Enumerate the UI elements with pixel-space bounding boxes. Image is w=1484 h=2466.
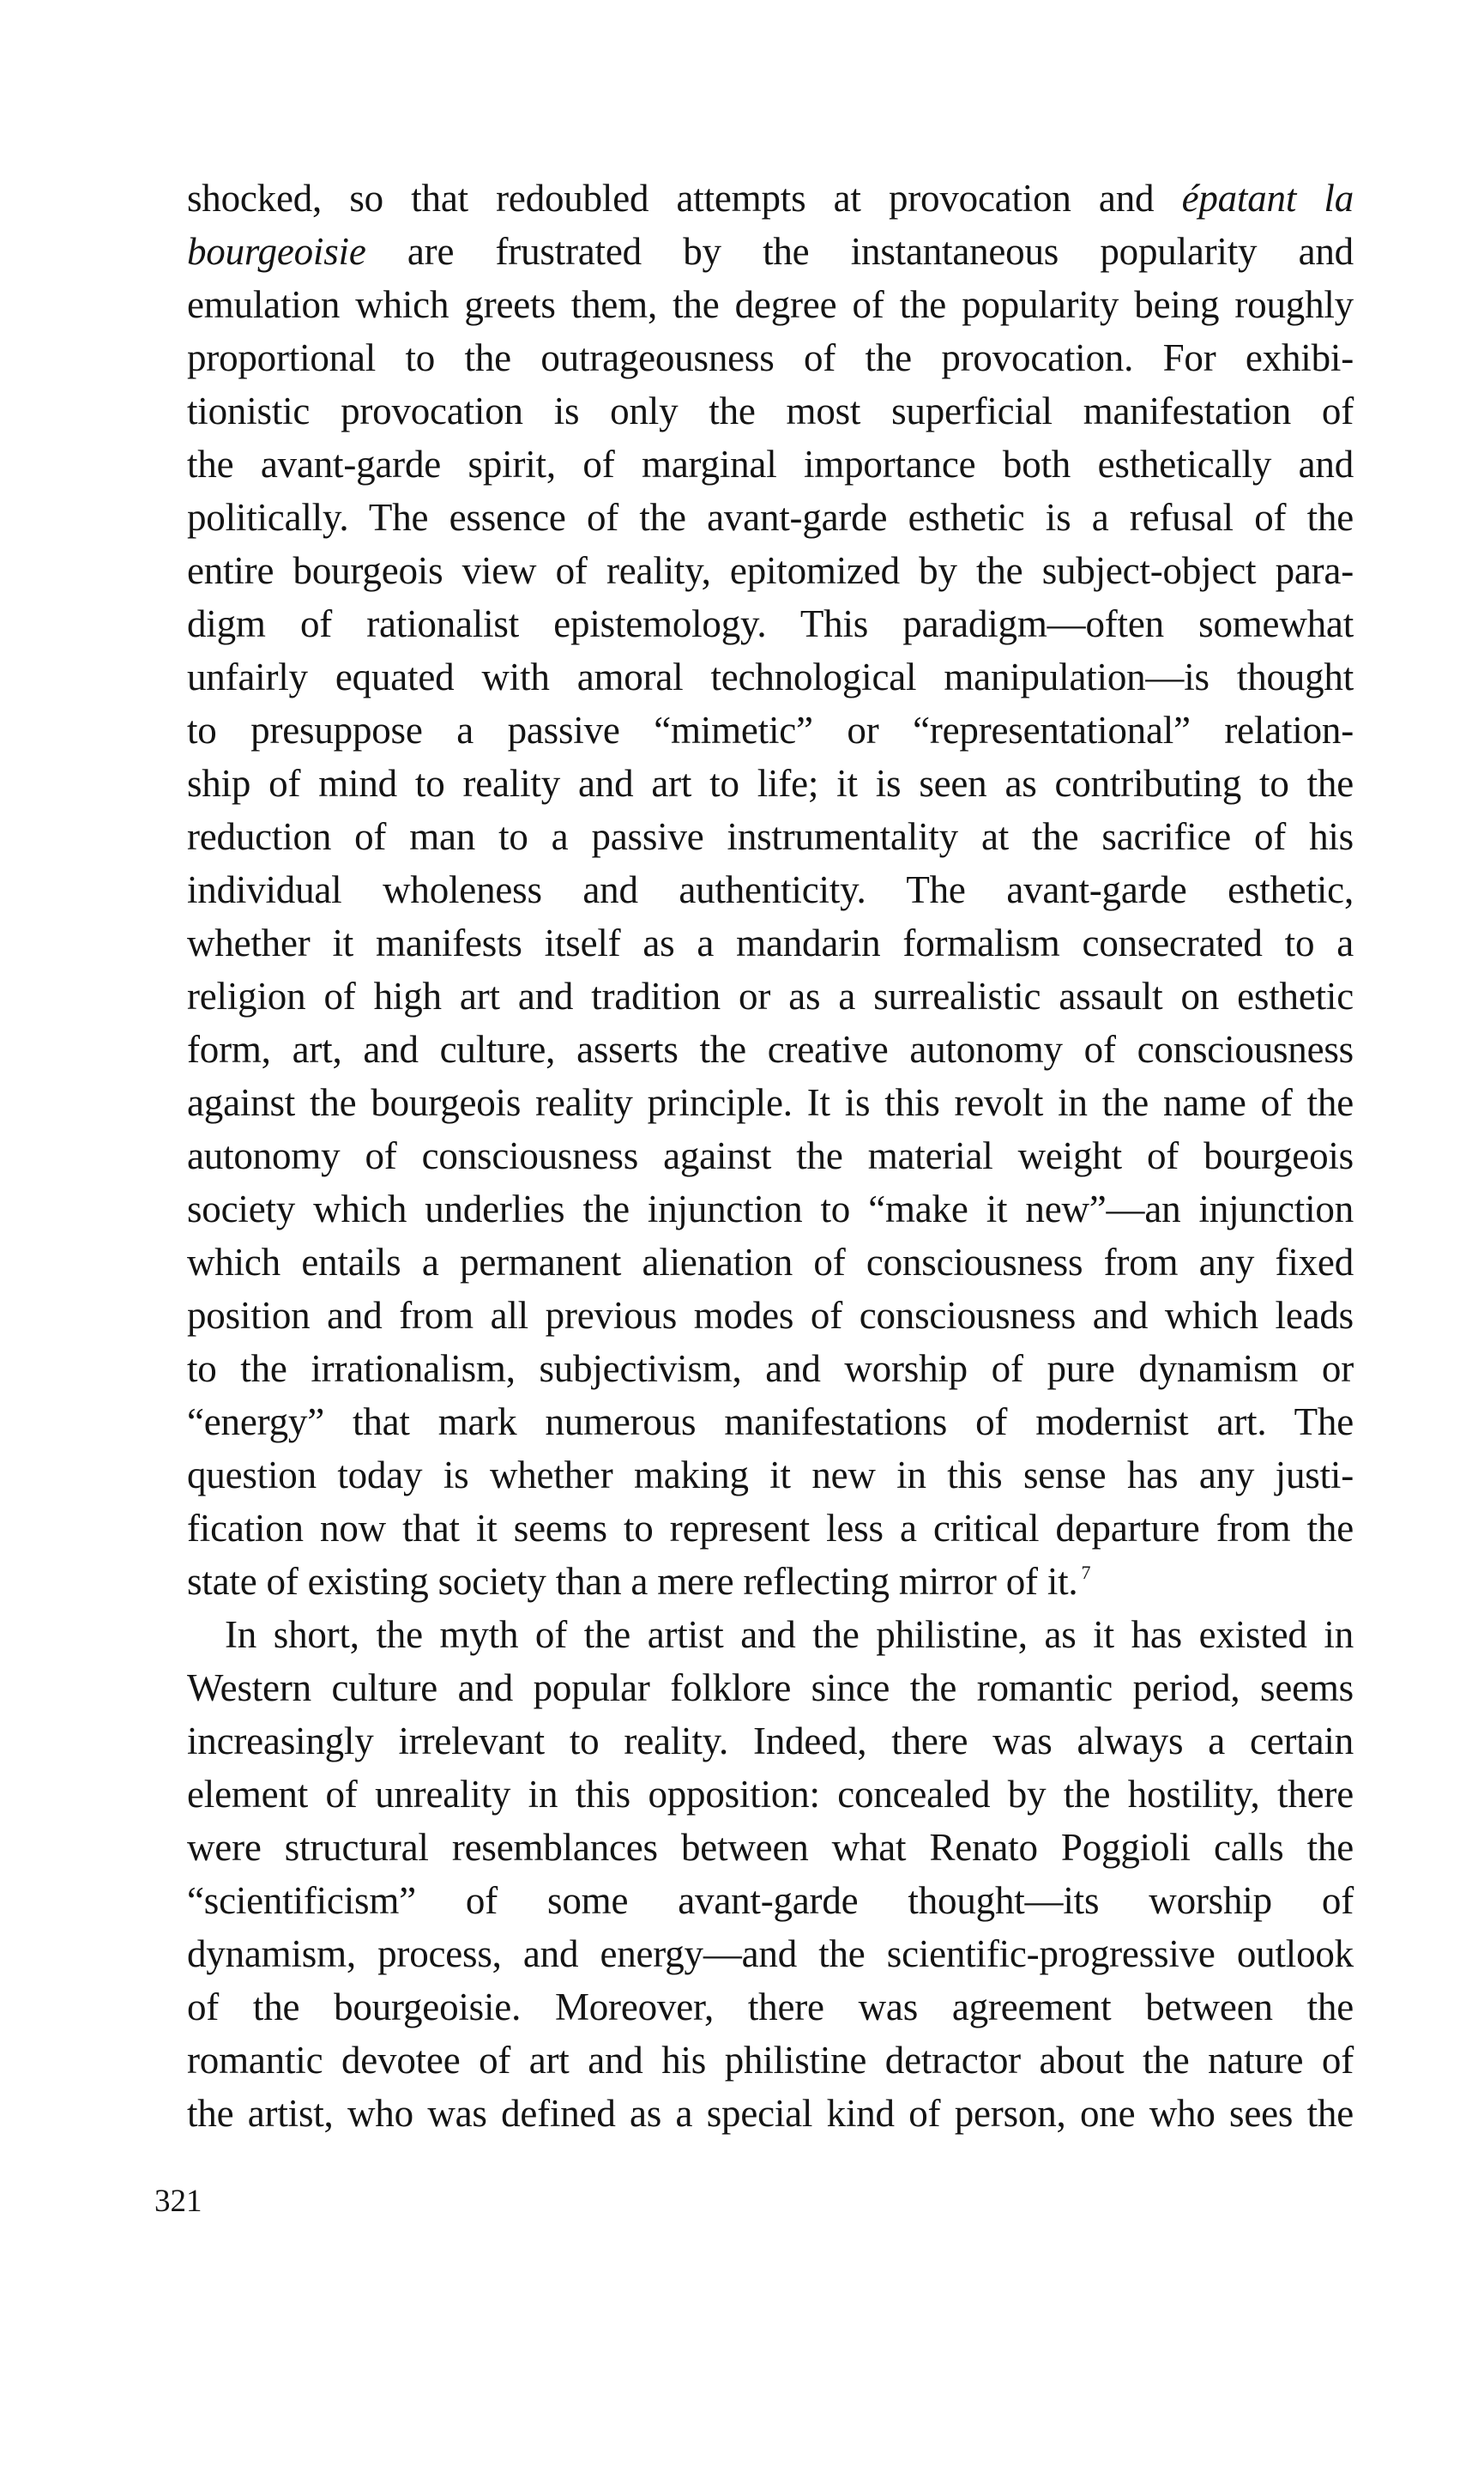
- text-line: increasingly irrelevant to reality. Indeed, there was always a certain: [187, 1720, 1354, 1762]
- paragraph-1: [187, 172, 1354, 1608]
- text-line: reduction of man to a passive instrumentality at the sacrifice of his: [187, 815, 1354, 858]
- text-line: form, art, and culture, asserts the creative autonomy of consciousness: [187, 1028, 1354, 1071]
- text-line: digm of rationalist epistemology. This paradigm—often somewhat: [187, 602, 1354, 645]
- text-line: against the bourgeois reality principle. It is this revolt in the name of the: [187, 1081, 1354, 1124]
- text-line: question today is whether making it new in this sense has any justi-: [187, 1454, 1354, 1496]
- text-line: autonomy of consciousness against the material weight of bourgeois: [187, 1134, 1354, 1177]
- text-line: which entails a permanent alienation of consciousness from any fixed: [187, 1241, 1354, 1284]
- text-line: of the bourgeoisie. Moreover, there was agreement between the: [187, 1985, 1354, 2028]
- text-line: “energy” that mark numerous manifestations of modernist art. The: [187, 1400, 1354, 1443]
- text-line: bourgeoisie are frustrated by the instantaneous popularity and: [187, 230, 1354, 273]
- text-line: shocked, so that redoubled attempts at provocation and épatant la: [187, 177, 1354, 220]
- text-line: Western culture and popular folklore since the romantic period, seems: [187, 1666, 1354, 1709]
- paragraph-2: [187, 1608, 1354, 2140]
- text-line: dynamism, process, and energy—and the scientific-progressive outlook: [187, 1932, 1354, 1975]
- text-line: the artist, who was defined as a special kind of person, one who sees the: [187, 2092, 1354, 2135]
- text-line: politically. The essence of the avant-garde esthetic is a refusal of the: [187, 496, 1354, 539]
- text-line: to presuppose a passive “mimetic” or “representational” relation-: [187, 709, 1354, 752]
- text-line: element of unreality in this opposition: concealed by the hostility, there: [187, 1773, 1354, 1816]
- text-line: whether it manifests itself as a mandarin formalism consecrated to a: [187, 922, 1354, 964]
- text-line: In short, the myth of the artist and the philistine, as it has existed in: [225, 1613, 1354, 1656]
- text-line: tionistic provocation is only the most superficial manifestation of: [187, 390, 1354, 432]
- text-line: to the irrationalism, subjectivism, and worship of pure dynamism or: [187, 1347, 1354, 1390]
- text-line: proportional to the outrageousness of the provocation. For exhibi-: [187, 336, 1354, 379]
- text-line: fication now that it seems to represent less a critical departure from the: [187, 1507, 1354, 1550]
- page-number: 321: [154, 2184, 202, 2219]
- text-line: position and from all previous modes of consciousness and which leads: [187, 1294, 1354, 1337]
- footnote-marker[interactable]: 7: [1081, 1562, 1091, 1583]
- text-line: were structural resemblances between what Renato Poggioli calls the: [187, 1826, 1354, 1869]
- text-line: state of existing society than a mere reflecting mirror of it. $^7$: [187, 1560, 1091, 1603]
- body-text: [187, 172, 1354, 2140]
- text-line: religion of high art and tradition or as a surrealistic assault on esthetic: [187, 975, 1354, 1018]
- text-line: emulation which greets them, the degree of the popularity being roughly: [187, 283, 1354, 326]
- text-line: ship of mind to reality and art to life; it is seen as contributing to the: [187, 762, 1354, 805]
- text-line: unfairly equated with amoral technological manipulation—is thought: [187, 656, 1354, 698]
- text-line: individual wholeness and authenticity. The avant-garde esthetic,: [187, 868, 1354, 911]
- italic-phrase: épatant la: [1181, 177, 1354, 220]
- text-line: society which underlies the injunction to “make it new”—an injunction: [187, 1188, 1354, 1230]
- italic-phrase: bourgeoisie: [187, 230, 366, 273]
- text-line: romantic devotee of art and his philistine detractor about the nature of: [187, 2039, 1354, 2082]
- text-line: entire bourgeois view of reality, epitomized by the subject-object para-: [187, 549, 1354, 592]
- text-line: “scientificism” of some avant-garde thought—its worship of: [187, 1879, 1354, 1922]
- text-line: the avant-garde spirit, of marginal importance both esthetically and: [187, 443, 1354, 486]
